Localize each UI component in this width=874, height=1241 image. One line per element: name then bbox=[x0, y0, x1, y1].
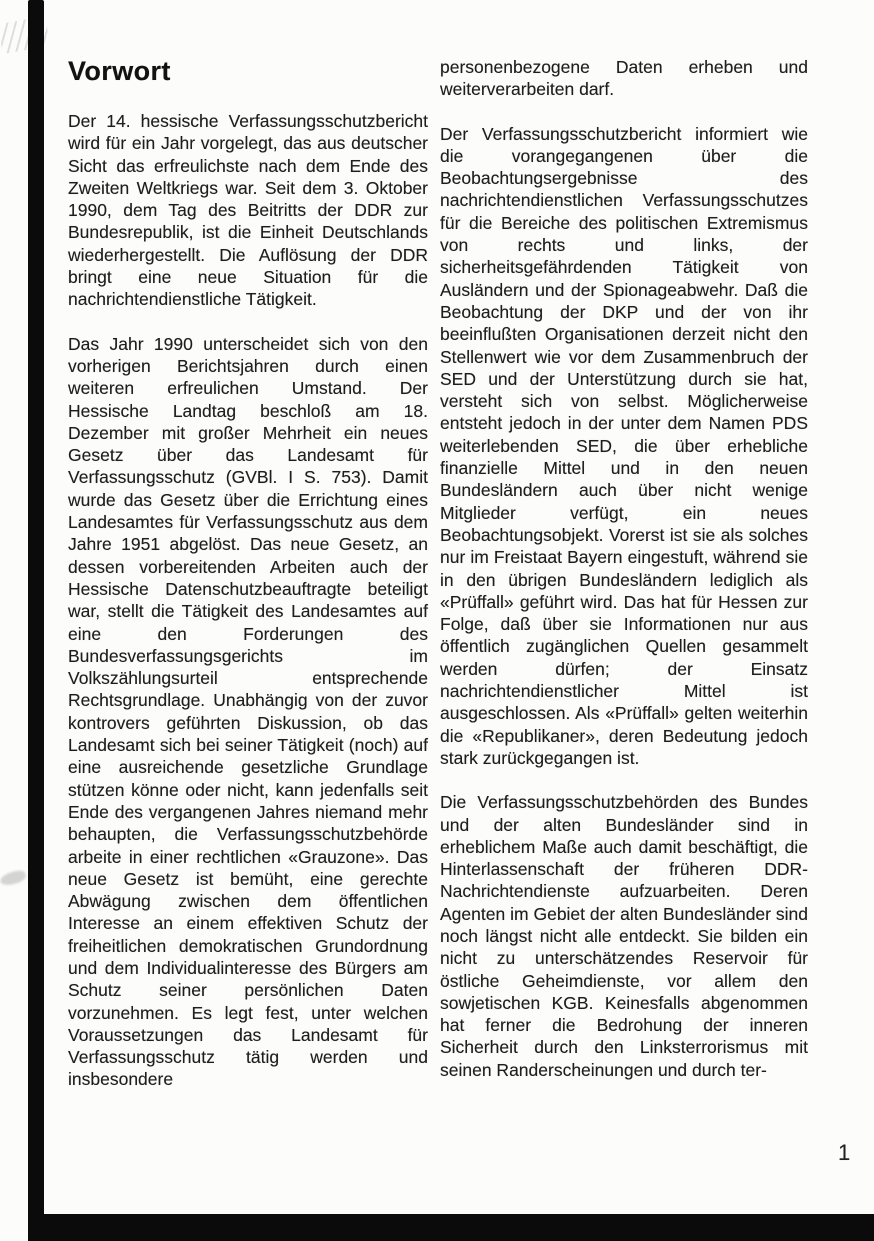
preface-paragraph: Der 14. hessische Verfassungsschutzbericht wird für ein Jahr vorgelegt, das aus deutscher Sicht das erfreulichste nach dem Ende des Zweiten Weltkriegs war. Seit dem 3. Oktober 1990, dem Tag des Beitritts der DDR zur Bundesrepublik, ist die Einheit Deutschlands wiederhergestellt. Die Auflösung der DDR bringt eine neue Situation für die nachrichtendienstliche Tätigkeit. bbox=[68, 111, 428, 310]
page-title: Vorwort bbox=[68, 56, 171, 86]
scan-smudge-left-mid bbox=[0, 869, 27, 887]
scan-edge-bottom bbox=[28, 1214, 874, 1241]
preface-paragraph: personenbezogene Daten erheben und weiterverarbeiten darf. bbox=[440, 57, 808, 100]
page-number: 1 bbox=[838, 1140, 851, 1165]
scan-edge-left bbox=[28, 0, 44, 1241]
preface-paragraph: Der Verfassungsschutzbericht informiert wie die vorangegangenen über die Beobachtungsergebnisse des nachrichtendienstlichen Verfassungsschutzes für die Bereiche des politischen Extremismus von rechts und links, der sicherheitsgefährdenden Tätigkeit von Ausländern und der Spionageabwehr. Daß die Beobachtung der DKP und der von ihr beeinflußten Organisationen derzeit nicht den Stellenwert wie vor dem Zusammenbruch der SED und der Unterstützung durch sie hat, versteht sich von selbst. Möglicherweise entsteht jedoch in der unter dem Namen PDS weiterlebenden SED, die über erhebliche finanzielle Mittel und in den neuen Bundesländern auch über nicht wenige Mitglieder verfügt, ein neues Beobachtungsobjekt. Vorerst ist sie als solches nur im Freistaat Bayern eingestuft, während sie in den übrigen Bundesländern lediglich als «Prüffall» geführt wird. Das hat für Hessen zur Folge, daß über sie Informationen nur aus öffentlich zugänglichen Quellen gesammelt werden dürfen; der Einsatz nachrichtendienstlicher Mittel ist ausgeschlossen. Als «Prüffall» gelten weiterhin die «Republikaner», deren Bedeutung jedoch stark zurückgegangen ist. bbox=[440, 123, 808, 768]
preface-paragraph: Das Jahr 1990 unterscheidet sich von den vorherigen Berichtsjahren durch einen weiteren erfreulichen Umstand. Der Hessische Landtag beschloß am 18. Dezember mit großer Mehrheit ein neues Gesetz über das Landesamt für Verfassungsschutz (GVBl. I S. 753). Damit wurde das Gesetz über die Errichtung eines Landesamtes für Verfassungsschutz aus dem Jahre 1951 abgelöst. Das neue Gesetz, an dessen vorbereitenden Arbeiten auch der Hessische Datenschutzbeauftragte beteiligt war, stellt die Tätigkeit des Landesamtes auf eine den Forderungen des Bundesverfassungsgerichts im Volkszählungsurteil entsprechende Rechtsgrundlage. Unabhängig von der zuvor kontrovers geführten Diskussion, ob das Landesamt sich bei seiner Tätigkeit (noch) auf eine ausreichende gesetzliche Grundlage stützen könne oder nicht, kann jedenfalls seit Ende des vergangenen Jahres niemand mehr behaupten, die Verfassungsschutzbehörde arbeite in einer rechtlichen «Grauzone». Das neue Gesetz ist bemüht, eine gerechte Abwägung zwischen dem öffentlichen Interesse an einem effektiven Schutz der freiheitlichen demokratischen Grundordnung und dem Individualinteresse des Bürgers am Schutz seiner persönlichen Daten vorzunehmen. Es legt fest, unter welchen Voraussetzungen das Landesamt für Verfassungsschutz tätig werden und insbesondere bbox=[68, 333, 428, 1090]
left-column bbox=[68, 56, 428, 1113]
right-column bbox=[440, 56, 808, 1103]
preface-paragraph: Die Verfassungsschutzbehörden des Bundes und der alten Bundesländer sind in erheblichem Maße auch damit beschäftigt, die Hinterlassenschaft der früheren DDR-Nachrichtendienste aufzuarbeiten. Deren Agenten im Gebiet der alten Bundesländer sind noch längst nicht alle entdeckt. Sie bilden ein nicht zu unterschätzendes Reservoir für östliche Geheimdienste, vor allem den sowjetischen KGB. Keinesfalls abgenommen hat ferner die Bedrohung der inneren Sicherheit durch den Linksterrorismus mit seinen Randerscheinungen und durch ter- bbox=[440, 792, 808, 1080]
